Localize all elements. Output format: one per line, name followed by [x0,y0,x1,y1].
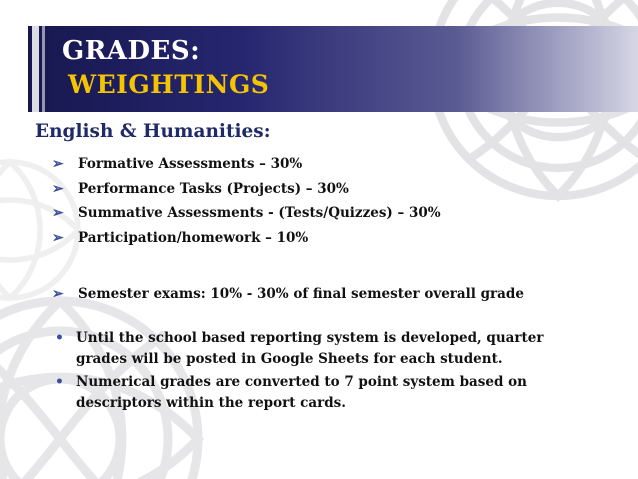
list-item-text: Performance Tasks (Projects) – 30% [78,180,349,197]
arrow-bullet-icon: ➢ [52,205,64,221]
section-heading: English & Humanities: [35,121,271,142]
exam-note [52,283,524,305]
list-item-text: Summative Assessments - (Tests/Quizzes) – 30% [78,205,441,221]
list-item [52,328,592,369]
slide-title-line1: GRADES: [62,36,201,66]
list-item [52,177,441,202]
slide-title-line2: WEIGHTINGS [68,70,270,99]
list-item [52,226,441,251]
list-item [52,372,592,413]
arrow-bullet-icon: ➢ [52,286,64,302]
banner-accent-bar-thin [42,26,45,112]
list-item-text: Participation/homework – 10% [78,229,309,246]
banner-accent-bar [32,26,39,112]
exam-note-text: Semester exams: 10% - 30% of final semester overall grade [78,286,524,302]
arrow-bullet-icon: ➢ [52,229,64,246]
bullet-dot-icon: • [55,330,64,346]
list-item [52,152,441,177]
notes-list [52,328,592,416]
weightings-list [52,152,441,250]
list-item-text: Formative Assessments – 30% [78,156,303,172]
arrow-bullet-icon: ➢ [52,180,64,197]
arrow-bullet-icon: ➢ [52,156,64,172]
list-item-text: Until the school based reporting system is developed, quarter grades will be posted in Google Sheets for each student. [76,330,544,367]
bullet-dot-icon: • [55,374,64,390]
list-item-text: Numerical grades are converted to 7 point system based on descriptors within the report cards. [76,374,527,411]
list-item [52,201,441,226]
